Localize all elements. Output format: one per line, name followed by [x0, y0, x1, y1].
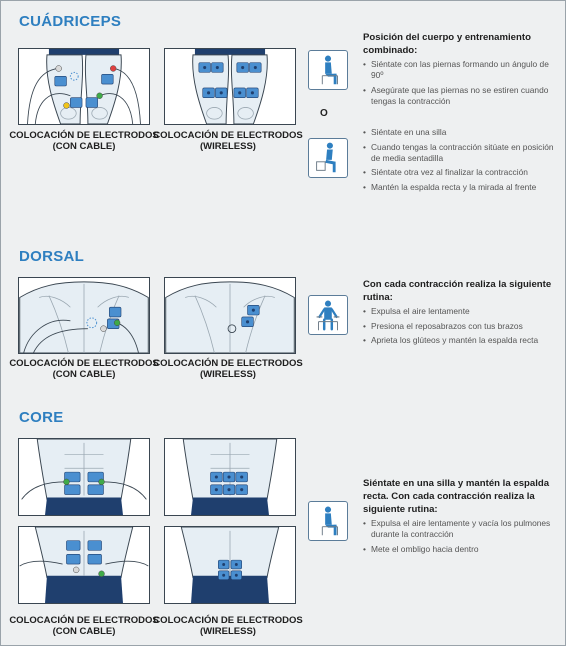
caption-line: COLOCACIÓN DE ELECTRODOS [9, 130, 159, 141]
legs-front-illustration [19, 49, 149, 124]
instruction-item: • Siéntate otra vez al finalizar la contracción [363, 167, 559, 178]
abdomen-illustration [19, 439, 149, 515]
instruction-item: • Expulsa el aire lentamente y vacía los pulmones durante la contracción [363, 518, 559, 540]
abdomen-illustration [165, 439, 295, 515]
caption-line: COLOCACIÓN DE ELECTRODOS [153, 358, 303, 369]
caption-line: (WIRELESS) [200, 141, 256, 152]
caption-line: COLOCACIÓN DE ELECTRODOS [9, 615, 159, 626]
dorsal-wireless-diagram [164, 277, 296, 354]
instruction-item: • Mantén la espalda recta y la mirada al frente [363, 182, 559, 193]
instruction-item: • Siéntate en una silla [363, 127, 559, 138]
lower-back-illustration [165, 527, 295, 603]
instruction-item: • Mete el ombligo hacia dentro [363, 544, 559, 555]
core-back-cable-diagram [18, 526, 150, 604]
dorsal-cable-diagram [18, 277, 150, 354]
core-front-cable-diagram [18, 438, 150, 516]
caption-core-cable [9, 615, 159, 637]
instructions-title: Posición del cuerpo y entrenamiento combinado: [363, 32, 531, 56]
caption-line: (WIRELESS) [200, 369, 256, 380]
caption-line: COLOCACIÓN DE ELECTRODOS [153, 130, 303, 141]
quadriceps-cable-diagram [18, 48, 150, 125]
section-title-core: CORE [19, 409, 64, 426]
caption-core-wireless [153, 615, 303, 637]
instruction-item: • Aprieta los glúteos y mantén la espalda recta [363, 335, 559, 346]
dorsal-instructions [363, 278, 559, 350]
section-title-dorsal: DORSAL [19, 248, 85, 265]
back-illustration [165, 278, 295, 353]
instruction-item: • Siéntate con las piernas formando un ángulo de 90º [363, 59, 559, 81]
caption-line: (CON CABLE) [52, 369, 116, 380]
caption-quadriceps-wireless [153, 130, 303, 152]
instructions-list [363, 127, 559, 193]
instruction-item: • Asegúrate que las piernas no se estiren cuando tengas la contracción [363, 85, 559, 107]
core-back-wireless-diagram [164, 526, 296, 604]
instructions-title: Con cada contracción realiza la siguiente rutina: [363, 279, 552, 303]
caption-line: COLOCACIÓN DE ELECTRODOS [153, 615, 303, 626]
instructions-list [363, 306, 559, 346]
seated-person-icon [308, 501, 348, 541]
caption-quadriceps-cable [9, 130, 159, 152]
armrest-seated-person-icon [308, 295, 348, 335]
quadriceps-instructions-a [363, 31, 559, 110]
caption-line: (CON CABLE) [52, 626, 116, 637]
seated-person-icon [308, 50, 348, 90]
instructions-title: Siéntate en una silla y mantén la espalda recta. Con cada contracción realiza la siguiente rutina: [363, 478, 550, 515]
core-instructions [363, 477, 559, 558]
caption-dorsal-cable [9, 358, 159, 380]
section-title-quadriceps: CUÁDRICEPS [19, 13, 122, 30]
half-squat-person-icon [308, 138, 348, 178]
caption-line: (CON CABLE) [52, 141, 116, 152]
instructions-list [363, 518, 559, 555]
or-separator: O [320, 108, 328, 119]
caption-line: COLOCACIÓN DE ELECTRODOS [9, 358, 159, 369]
quadriceps-instructions-b [363, 127, 559, 196]
core-front-wireless-diagram [164, 438, 296, 516]
back-illustration [19, 278, 149, 353]
instruction-item: • Expulsa el aire lentamente [363, 306, 559, 317]
instructions-list [363, 59, 559, 107]
legs-front-illustration [165, 49, 295, 124]
caption-line: (WIRELESS) [200, 626, 256, 637]
caption-dorsal-wireless [153, 358, 303, 380]
instruction-item: • Presiona el reposabrazos con tus brazos [363, 321, 559, 332]
instruction-item: • Cuando tengas la contracción sitúate en posición de media sentadilla [363, 142, 559, 164]
quadriceps-wireless-diagram [164, 48, 296, 125]
lower-back-illustration [19, 527, 149, 603]
